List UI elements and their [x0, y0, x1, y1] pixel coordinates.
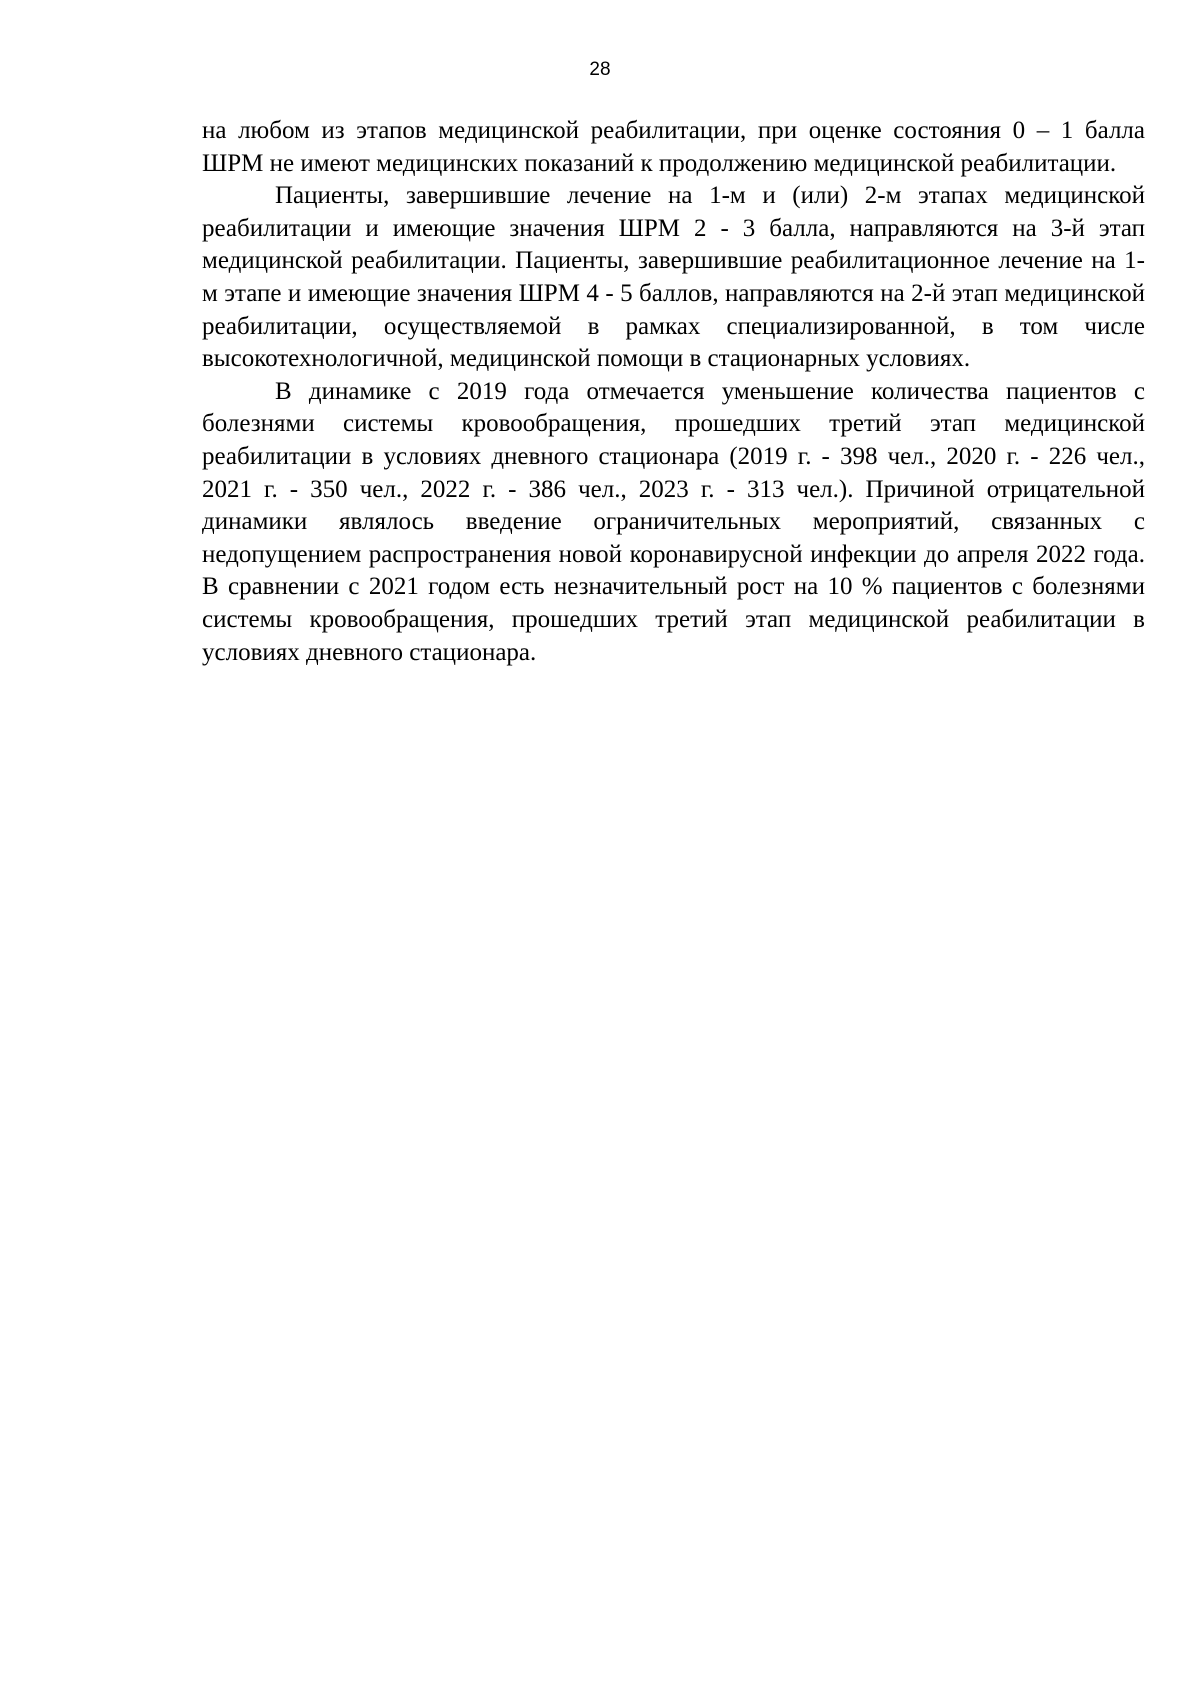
paragraph-continuation: на любом из этапов медицинской реабилитации, при оценке состояния 0 – 1 балла ШРМ не имеют медицинских показаний к продолжению медицинской реабилитации. — [202, 117, 1145, 177]
page-number: 28 — [589, 59, 611, 80]
paragraph-dynamics: В динамике с 2019 года отмечается уменьшение количества пациентов с болезнями системы кровообращения, прошедших третий этап медицинской реабилитации в условиях дневного стационара (2019 г. - 398 чел., 2020 г. - 226 чел., 2021 г. - 350 чел., 2022 г. - 386 чел., 2023 г. - 313 чел.). Причиной отрицательной динамики являлось введение ограничительных мероприятий, связанных с недопущением распространения новой коронавирусной инфекции до апреля 2022 года. В сравнении с 2021 годом есть незначительный рост на 10 % пациентов с болезнями системы кровообращения, прошедших третий этап медицинской реабилитации в условиях дневного стационара. — [202, 377, 1145, 666]
paragraph-referral: Пациенты, завершившие лечение на 1-м и (или) 2-м этапах медицинской реабилитации и имеющие значения ШРМ 2 - 3 балла, направляются на 3-й этап медицинской реабилитации. Пациенты, завершившие реабилитационное лечение на 1-м этапе и имеющие значения ШРМ 4 - 5 баллов, направляются на 2-й этап медицинской реабилитации, осуществляемой в рамках специализированной, в том числе высокотехнологичной, медицинской помощи в стационарных условиях. — [202, 182, 1145, 373]
document-body — [202, 115, 1145, 669]
